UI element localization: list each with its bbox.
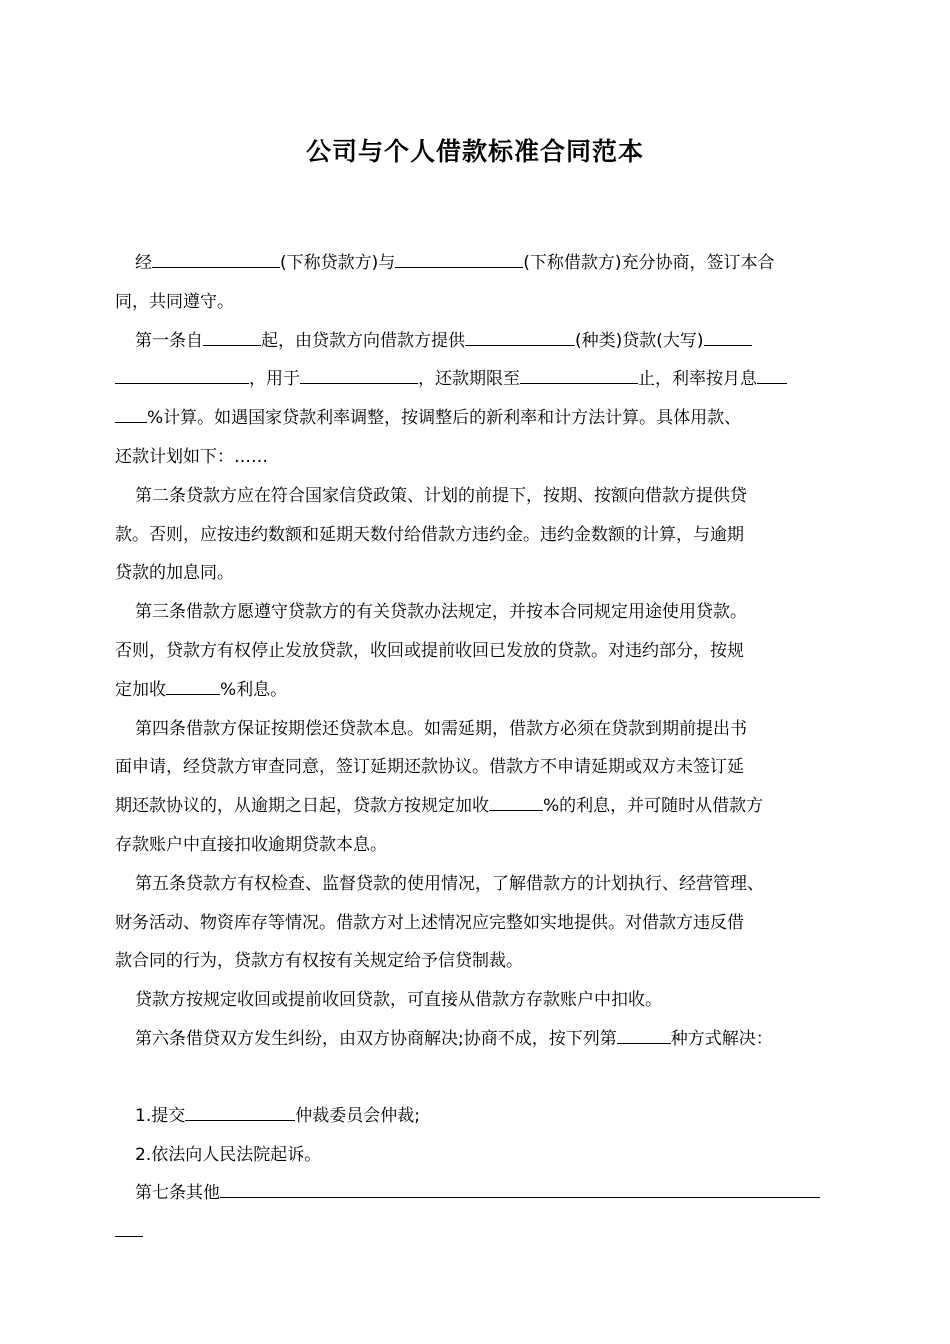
intro-text: 经 xyxy=(135,253,152,273)
article-4-line-3 xyxy=(115,787,837,826)
other-terms-blank-continued[interactable] xyxy=(115,1218,143,1237)
start-date-blank[interactable] xyxy=(203,327,261,346)
article-text: 2.依法向人民法院起诉。 xyxy=(135,1144,322,1165)
document-title: 公司与个人借款标准合同范本 xyxy=(305,137,644,166)
other-terms-blank[interactable] xyxy=(220,1179,820,1198)
article-text: 第三条借款方愿遵守贷款方的有关贷款办法规定，并按本合同规定用途使用贷款。 xyxy=(135,602,747,623)
article-text: %的利息，并可随时从借款方 xyxy=(543,796,764,817)
article-6-option-1 xyxy=(115,1097,837,1136)
article-text: 款。否则，应按违约数额和延期天数付给借款方违约金。违约金数额的计算，与逾期 xyxy=(115,524,744,545)
article-text: ，用于 xyxy=(249,369,300,390)
interest-rate-blank-continued[interactable] xyxy=(115,404,147,423)
article-text: %利息。 xyxy=(220,679,288,700)
intro-text: (下称贷款方)与 xyxy=(280,253,396,273)
article-text: 面申请，经贷款方审查同意，签订延期还款协议。借款方不申请延期或双方未签订延 xyxy=(115,757,744,778)
article-4-line-2 xyxy=(115,748,837,787)
article-5-line-3 xyxy=(115,942,837,981)
article-6-option-2 xyxy=(115,1136,837,1175)
article-4-line-4 xyxy=(115,826,837,865)
article-2-line-2 xyxy=(115,516,837,555)
article-5-line-2 xyxy=(115,904,837,943)
article-text: 款合同的行为，贷款方有权按有关规定给予信贷制裁。 xyxy=(115,951,523,972)
article-text: 贷款的加息同。 xyxy=(115,563,234,584)
contract-body xyxy=(115,244,837,1252)
article-3-line-2 xyxy=(115,632,837,671)
article-text: 第六条借贷双方发生纠纷，由双方协商解决;协商不成，按下列第 xyxy=(135,1028,617,1049)
borrower-blank[interactable] xyxy=(395,249,523,268)
article-text: 1.提交 xyxy=(135,1105,186,1126)
article-7-line-1 xyxy=(115,1174,837,1213)
article-5-line-4 xyxy=(115,981,837,1020)
article-1-line-2 xyxy=(115,360,837,399)
intro-text: (下称借款方)充分协商，签订本合 xyxy=(523,253,775,273)
article-5-line-1 xyxy=(115,865,837,904)
article-3-line-3 xyxy=(115,671,837,710)
article-text: 止，利率按月息 xyxy=(638,369,757,390)
article-text: 否则，贷款方有权停止发放贷款，收回或提前收回已发放的贷款。对违约部分，按规 xyxy=(115,640,744,661)
article-text: 第七条其他 xyxy=(135,1183,220,1204)
article-text: 第二条贷款方应在符合国家信贷政策、计划的前提下，按期、按额向借款方提供贷 xyxy=(135,485,747,506)
article-text: 第四条借款方保证按期偿还贷款本息。如需延期，借款方必须在贷款到期前提出书 xyxy=(135,718,747,739)
article-text: 定加收 xyxy=(115,679,166,700)
article-text: 贷款方按规定收回或提前收回贷款，可直接从借款方存款账户中扣收。 xyxy=(135,990,662,1011)
article-text: 存款账户中直接扣收逾期贷款本息。 xyxy=(115,834,387,855)
interest-rate-blank[interactable] xyxy=(757,365,787,384)
overdue-rate-blank[interactable] xyxy=(489,792,543,811)
article-text: %计算。如遇国家贷款利率调整，按调整后的新利率和计方法计算。具体用款、 xyxy=(147,408,742,429)
article-text: 期还款协议的，从逾期之日起，贷款方按规定加收 xyxy=(115,796,489,817)
dispute-method-blank[interactable] xyxy=(617,1025,671,1044)
penalty-rate-blank[interactable] xyxy=(166,676,220,695)
article-text: ，还款期限至 xyxy=(418,369,520,390)
amount-blank[interactable] xyxy=(704,327,752,346)
article-2-line-1 xyxy=(115,477,837,516)
article-text: 第五条贷款方有权检查、监督贷款的使用情况，了解借款方的计划执行、经营管理、 xyxy=(135,873,764,894)
article-text: 起，由贷款方向借款方提供 xyxy=(261,330,465,351)
purpose-blank[interactable] xyxy=(300,365,418,384)
article-3-line-1 xyxy=(115,593,837,632)
amount-blank-continued[interactable] xyxy=(115,365,249,384)
intro-text: 同，共同遵守。 xyxy=(115,291,234,312)
article-2-line-3 xyxy=(115,554,837,593)
article-text: 第一条自 xyxy=(135,330,203,351)
article-4-line-1 xyxy=(115,710,837,749)
spacer xyxy=(115,1059,837,1097)
article-6-line-1 xyxy=(115,1020,837,1059)
repayment-date-blank[interactable] xyxy=(520,365,638,384)
intro-line-1 xyxy=(115,244,837,283)
article-text: (种类)贷款(大写) xyxy=(575,330,704,351)
arbitration-committee-blank[interactable] xyxy=(185,1102,295,1121)
article-7-line-2 xyxy=(115,1213,837,1252)
article-text: 还款计划如下：…… xyxy=(115,446,268,467)
article-1-line-3 xyxy=(115,399,837,438)
article-text: 仲裁委员会仲裁; xyxy=(295,1105,420,1126)
article-1-line-4 xyxy=(115,438,837,477)
article-text: 种方式解决： xyxy=(670,1028,773,1049)
article-text: 财务活动、物资库存等情况。借款方对上述情况应完整如实地提供。对借款方违反借 xyxy=(115,912,744,933)
intro-line-2 xyxy=(115,283,837,322)
loan-type-blank[interactable] xyxy=(465,327,575,346)
article-1-line-1 xyxy=(115,322,837,361)
lender-blank[interactable] xyxy=(152,249,280,268)
